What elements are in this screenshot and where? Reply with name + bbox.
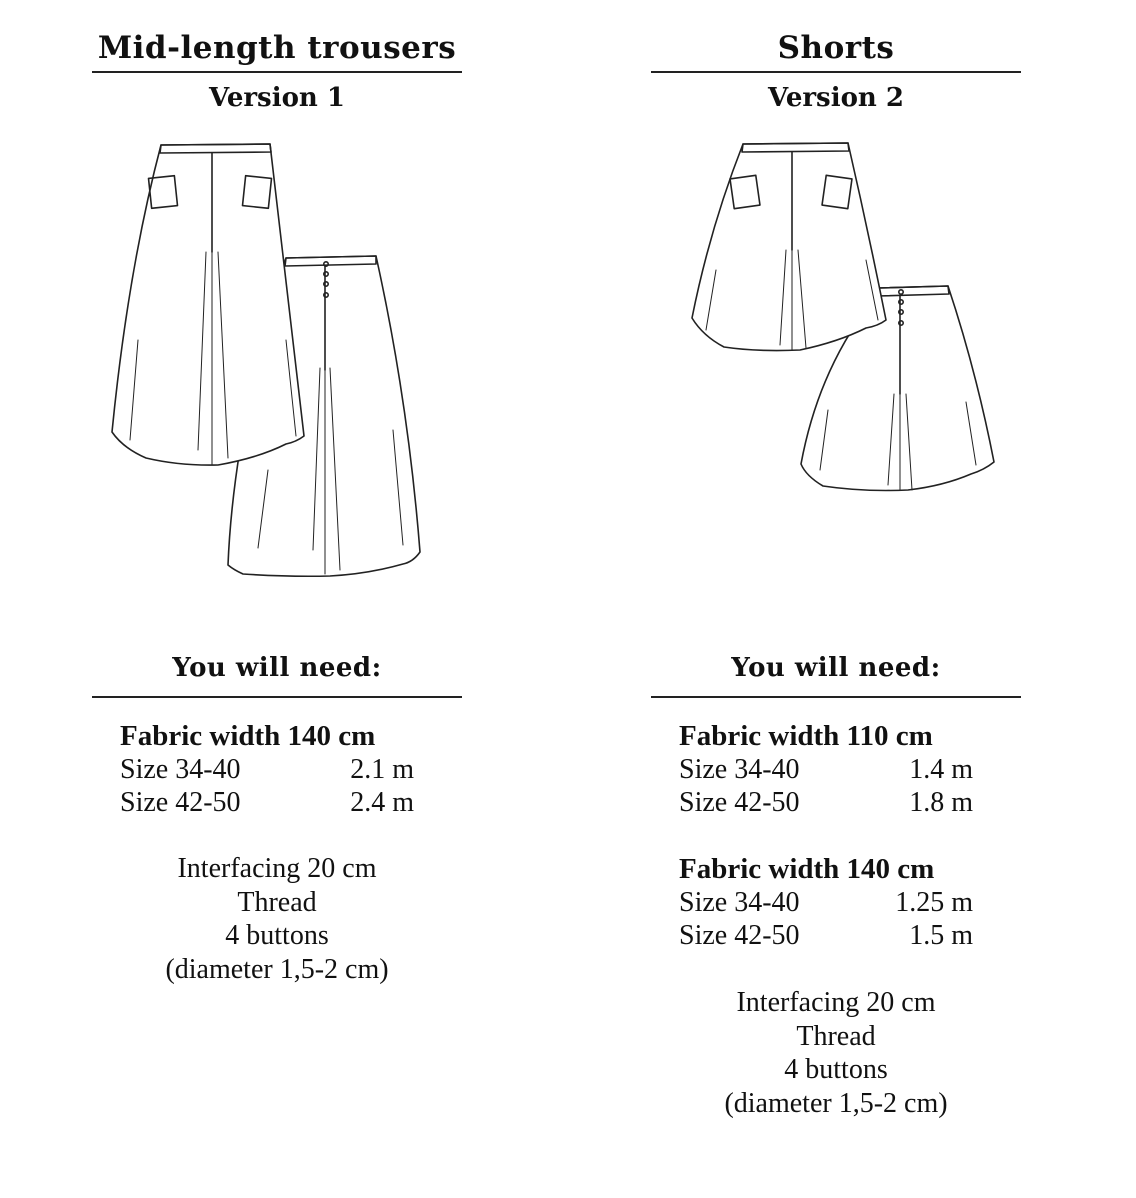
notion-item: (diameter 1,5-2 cm) (165, 953, 389, 985)
fabric-requirements (679, 720, 979, 819)
size-row (120, 753, 420, 786)
title-divider (92, 71, 462, 73)
notions-list (651, 986, 1021, 1120)
fabric-amount: 2.4 m (350, 787, 414, 818)
notion-item: (diameter 1,5-2 cm) (724, 1087, 948, 1119)
fabric-width-title: Fabric width 140 cm (679, 853, 935, 885)
version-label: Version 1 (209, 83, 345, 113)
size-label: Size 34-40 (679, 887, 800, 918)
needs-divider (651, 696, 1021, 698)
notions-list (92, 852, 462, 986)
section-title: Shorts (777, 30, 895, 66)
fabric-amount: 1.25 m (895, 887, 973, 918)
size-row (120, 786, 420, 819)
size-label: Size 42-50 (120, 787, 241, 818)
fabric-requirements (679, 853, 979, 952)
notion-item: Interfacing 20 cm (736, 987, 936, 1018)
size-label: Size 42-50 (679, 920, 800, 951)
size-label: Size 34-40 (679, 754, 800, 785)
fabric-requirements (120, 720, 420, 819)
shorts-front-view (692, 143, 886, 351)
size-row (679, 919, 979, 952)
you-will-need-heading: You will need: (731, 653, 941, 683)
notion-item: Interfacing 20 cm (177, 853, 377, 884)
size-label: Size 34-40 (120, 754, 241, 785)
fabric-width-title: Fabric width 140 cm (120, 720, 376, 752)
fabric-amount: 1.5 m (909, 920, 973, 951)
trousers-front-view (112, 144, 304, 465)
size-row (679, 786, 979, 819)
you-will-need-heading: You will need: (172, 653, 382, 683)
size-row (679, 753, 979, 786)
trousers-flat-sketch (108, 140, 428, 585)
version-label: Version 2 (768, 83, 904, 113)
notion-item: 4 buttons (225, 920, 329, 951)
fabric-width-title: Fabric width 110 cm (679, 720, 933, 752)
section-title: Mid-length trousers (97, 30, 457, 66)
size-label: Size 42-50 (679, 787, 800, 818)
fabric-amount: 2.1 m (350, 754, 414, 785)
fabric-amount: 1.8 m (909, 787, 973, 818)
notion-item: 4 buttons (784, 1054, 888, 1085)
notion-item: Thread (237, 886, 317, 918)
shorts-flat-sketch (688, 140, 1000, 496)
fabric-amount: 1.4 m (909, 754, 973, 785)
size-row (679, 886, 979, 919)
title-divider (651, 71, 1021, 73)
notion-item: Thread (796, 1020, 876, 1052)
needs-divider (92, 696, 462, 698)
